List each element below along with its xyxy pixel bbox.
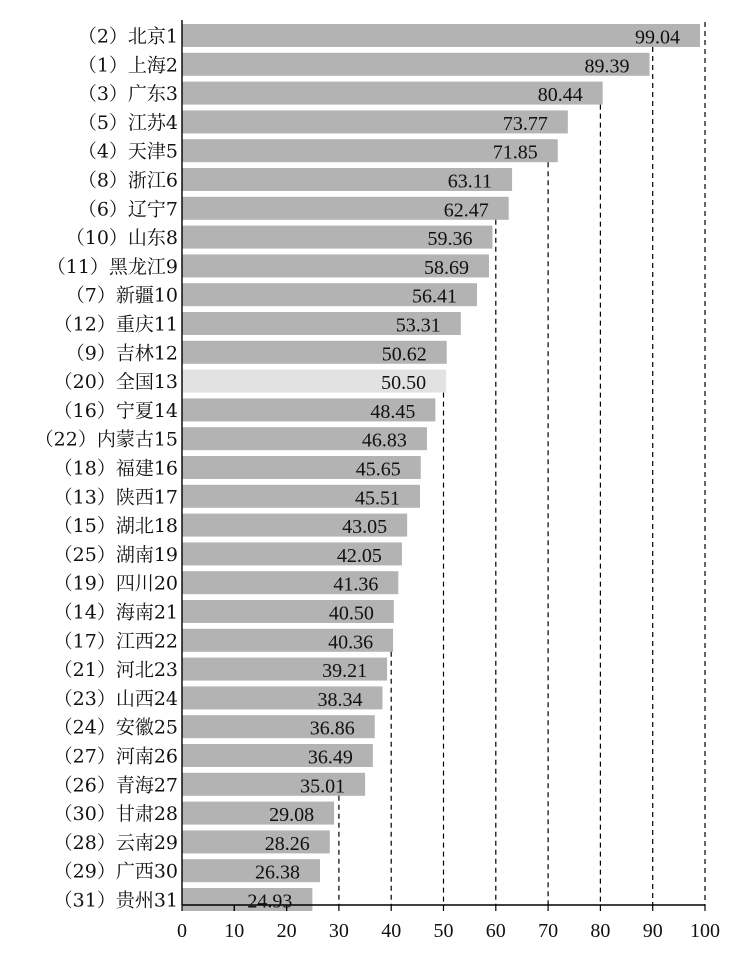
category-label-14: （16）宁夏14	[53, 399, 178, 422]
value-label-12: 50.62	[381, 343, 427, 366]
category-label-5: （4）天津5	[77, 140, 178, 163]
category-label-8: （10）山东8	[65, 227, 178, 250]
value-label-23: 39.21	[322, 660, 368, 683]
value-label-17: 45.51	[355, 487, 401, 510]
x-tick-label-40: 40	[381, 920, 402, 942]
value-label-8: 59.36	[427, 228, 473, 251]
value-label-16: 45.65	[355, 458, 401, 481]
value-label-25: 36.86	[309, 717, 355, 740]
value-label-4: 73.77	[502, 112, 548, 135]
category-label-15: （22）内蒙古15	[34, 428, 178, 451]
bar-2	[182, 53, 650, 76]
value-label-9: 58.69	[423, 256, 469, 279]
category-label-23: （21）河北23	[53, 659, 178, 682]
value-label-20: 41.36	[333, 573, 379, 596]
category-label-31: （31）贵州31	[53, 889, 178, 912]
x-tick-label-60: 60	[485, 920, 506, 942]
value-label-1: 99.04	[634, 26, 680, 49]
x-tick-label-0: 0	[177, 920, 187, 942]
category-label-24: （23）山西24	[53, 687, 178, 710]
value-label-15: 46.83	[361, 429, 407, 452]
value-label-31: 24.93	[247, 890, 293, 913]
category-label-11: （12）重庆11	[53, 313, 178, 336]
category-label-28: （30）甘肃28	[53, 803, 178, 826]
value-label-24: 38.34	[317, 688, 363, 711]
category-label-27: （26）青海27	[53, 774, 178, 797]
value-label-7: 62.47	[443, 199, 489, 222]
category-label-1: （2）北京1	[77, 25, 178, 48]
category-label-25: （24）安徽25	[53, 716, 178, 739]
value-label-10: 56.41	[412, 285, 458, 308]
value-label-5: 71.85	[492, 141, 538, 164]
value-label-11: 53.31	[395, 314, 441, 337]
x-tick-label-70: 70	[538, 920, 559, 942]
value-label-30: 26.38	[254, 861, 300, 884]
category-label-22: （17）江西22	[53, 630, 178, 653]
value-label-13: 50.50	[381, 372, 427, 395]
value-label-28: 29.08	[269, 804, 315, 827]
category-label-21: （14）海南21	[53, 601, 178, 624]
category-label-26: （27）河南26	[53, 745, 178, 768]
category-label-7: （6）辽宁7	[77, 198, 178, 221]
category-label-19: （25）湖南19	[53, 543, 178, 566]
value-label-22: 40.36	[328, 631, 374, 654]
value-label-2: 89.39	[584, 55, 630, 78]
category-label-30: （29）广西30	[53, 860, 178, 883]
value-label-19: 42.05	[336, 544, 382, 567]
category-label-20: （19）四川20	[53, 572, 178, 595]
category-label-29: （28）云南29	[53, 831, 178, 854]
category-label-9: （11）黑龙江9	[46, 255, 178, 278]
category-label-3: （3）广东3	[77, 83, 178, 106]
x-tick-label-30: 30	[328, 920, 349, 942]
value-label-27: 35.01	[300, 775, 346, 798]
x-tick-label-100: 100	[690, 920, 720, 942]
value-label-21: 40.50	[328, 602, 374, 625]
category-label-16: （18）福建16	[53, 457, 178, 480]
category-label-17: （13）陕西17	[53, 486, 178, 509]
value-label-26: 36.49	[307, 746, 353, 769]
category-label-10: （7）新疆10	[65, 284, 178, 307]
x-tick-label-80: 80	[590, 920, 611, 942]
category-label-2: （1）上海2	[77, 54, 178, 77]
value-label-18: 43.05	[342, 516, 388, 539]
value-label-3: 80.44	[537, 84, 583, 107]
category-label-13: （20）全国13	[53, 371, 178, 394]
x-tick-label-10: 10	[224, 920, 245, 942]
x-tick-label-20: 20	[276, 920, 297, 942]
bar-1	[182, 24, 700, 47]
category-label-6: （8）浙江6	[77, 169, 178, 192]
value-label-6: 63.11	[447, 170, 493, 193]
value-label-29: 28.26	[264, 832, 310, 855]
value-label-14: 48.45	[370, 400, 416, 423]
category-label-4: （5）江苏4	[77, 111, 178, 134]
x-tick-label-90: 90	[642, 920, 663, 942]
category-label-18: （15）湖北18	[53, 515, 178, 538]
x-tick-label-50: 50	[433, 920, 454, 942]
category-label-12: （9）吉林12	[65, 342, 178, 365]
